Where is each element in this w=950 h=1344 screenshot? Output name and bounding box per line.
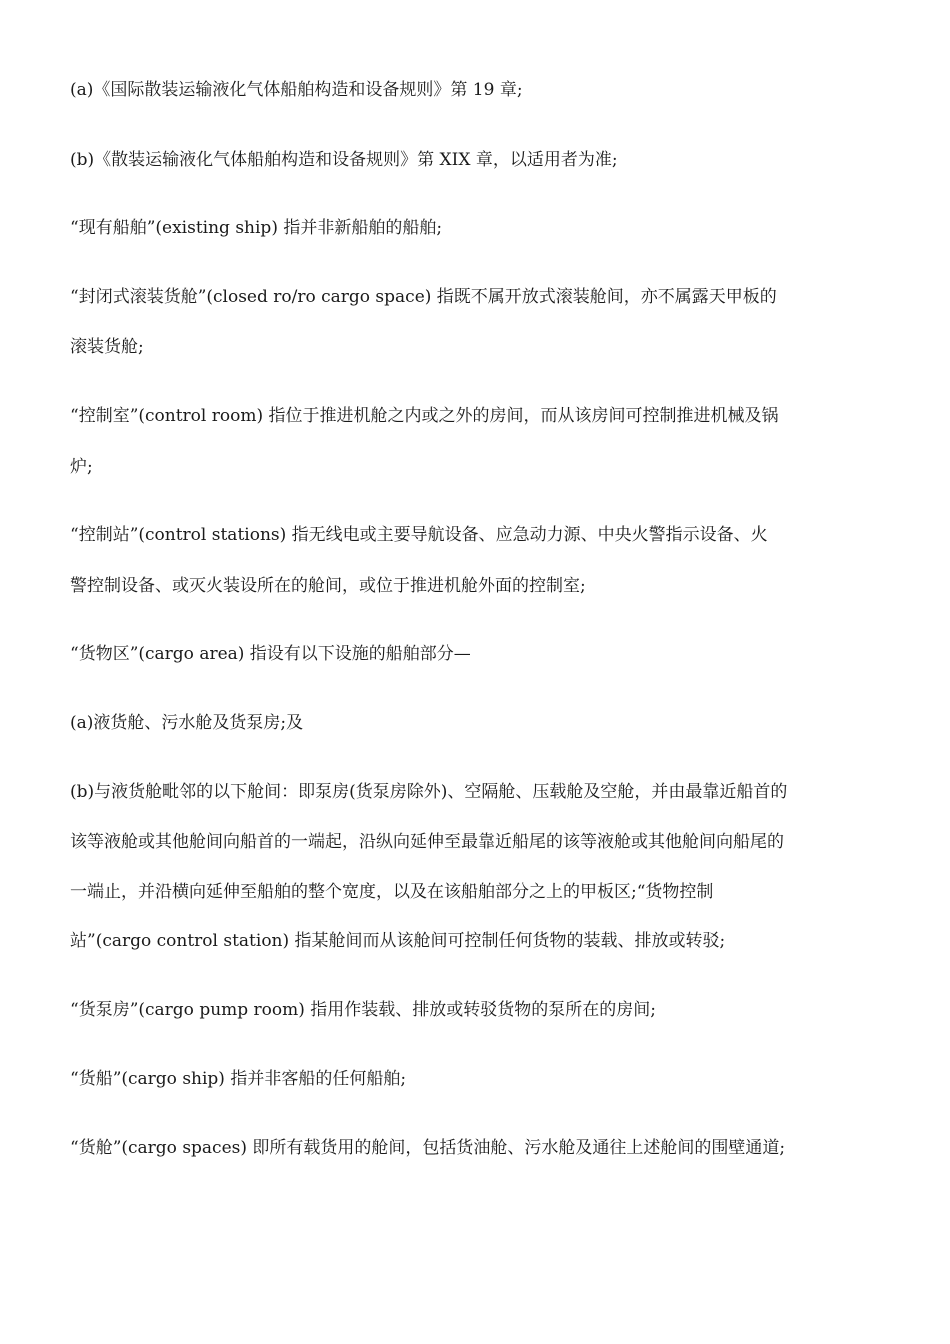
text-line: (a)液货舱、污水舱及货泵房;及 — [70, 713, 304, 733]
text-line: 炉; — [70, 457, 93, 477]
text-line: 警控制设备、或灭火装设所在的舱间，或位于推进机舱外面的控制室; — [70, 576, 586, 596]
text-line: (b)《散装运输液化气体船舶构造和设备规则》第 XIX 章，以适用者为准; — [70, 150, 618, 170]
text-line: (b)与液货舱毗邻的以下舱间：即泵房(货泵房除外)、空隔舱、压载舱及空舱，并由最靠近船首的 — [70, 782, 788, 802]
text-line: “货泵房”(cargo pump room) 指用作装载、排放或转驳货物的泵所在的房间; — [70, 1000, 657, 1020]
text-line: “货物区”(cargo area) 指设有以下设施的船舶部分— — [70, 644, 471, 664]
text-line: 一端止，并沿横向延伸至船舶的整个宽度，以及在该船舶部分之上的甲板区;“货物控制 — [70, 882, 714, 902]
text-line: “控制站”(control stations) 指无线电或主要导航设备、应急动力源、中央火警指示设备、火 — [70, 525, 768, 545]
text-line: “现有船舶”(existing ship) 指并非新船舶的船舶; — [70, 218, 443, 238]
text-line: “控制室”(control room) 指位于推进机舱之内或之外的房间，而从该房间可控制推进机械及锅 — [70, 406, 779, 426]
text-line: “货舱”(cargo spaces) 即所有载货用的舱间，包括货油舱、污水舱及通往上述舱间的围壁通道; — [70, 1138, 786, 1158]
text-line: (a)《国际散装运输液化气体船舶构造和设备规则》第 19 章; — [70, 80, 523, 100]
text-line: 站”(cargo control station) 指某舱间而从该舱间可控制任何货物的装载、排放或转驳; — [70, 931, 726, 951]
text-line: “货船”(cargo ship) 指并非客船的任何船舶; — [70, 1069, 407, 1089]
text-line: 该等液舱或其他舱间向船首的一端起，沿纵向延伸至最靠近船尾的该等液舱或其他舱间向船尾的 — [70, 832, 784, 852]
text-line: 滚装货舱; — [70, 337, 144, 357]
text-line: “封闭式滚装货舱”(closed ro/ro cargo space) 指既不属开放式滚装舱间，亦不属露天甲板的 — [70, 287, 777, 307]
